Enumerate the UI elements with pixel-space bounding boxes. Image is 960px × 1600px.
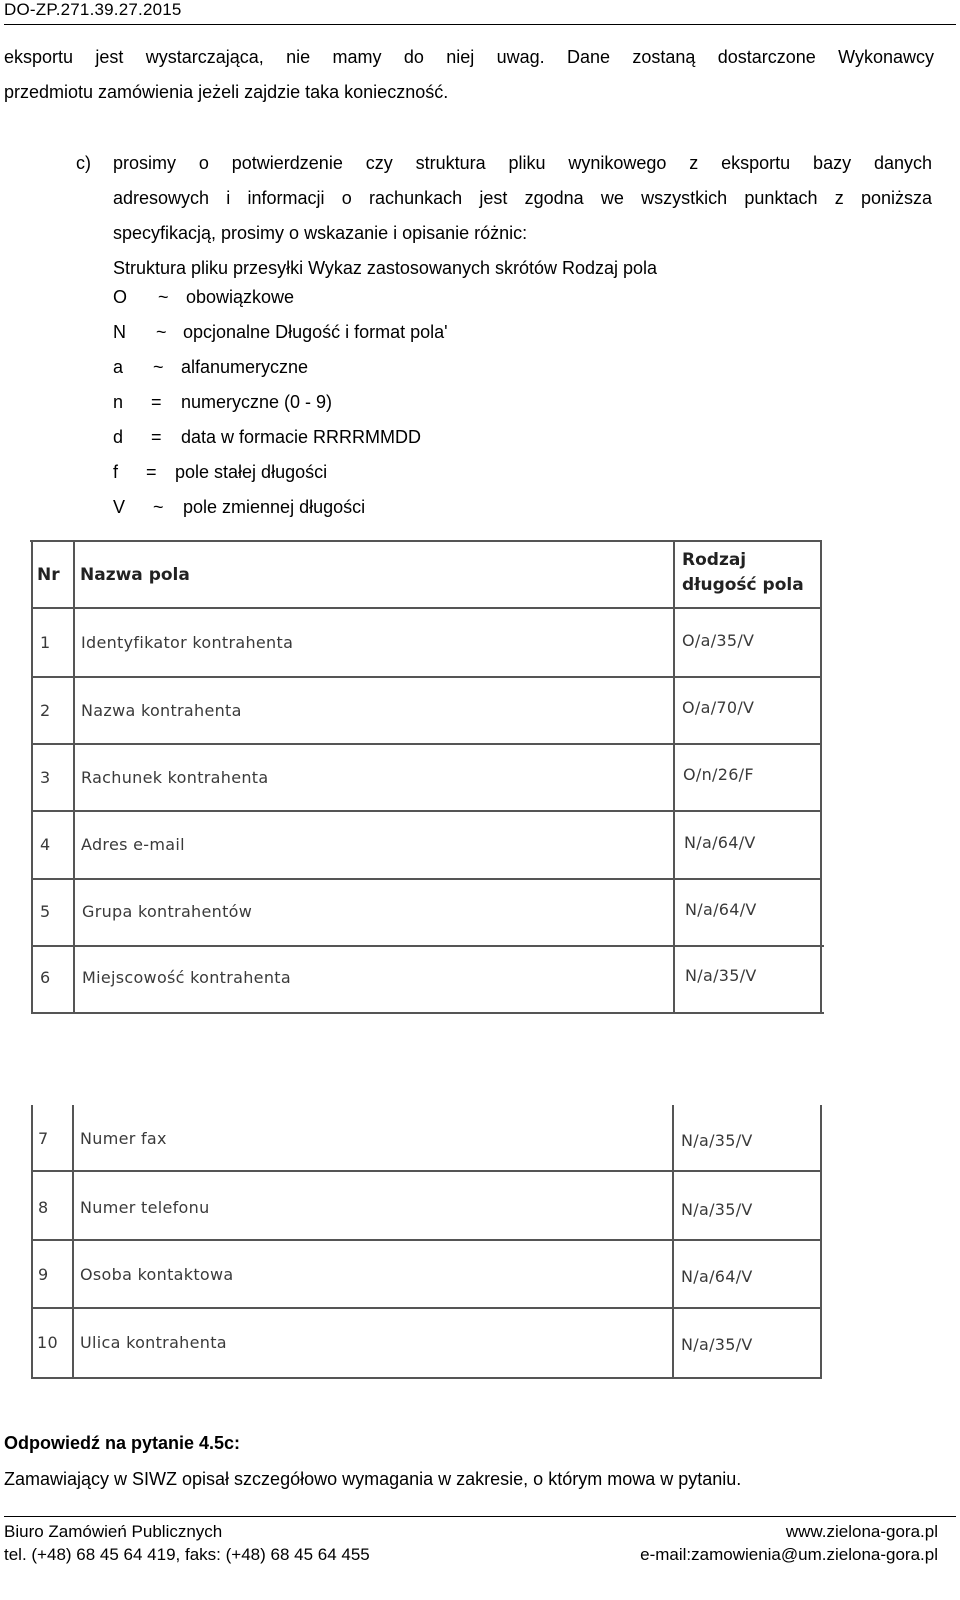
row-nr: 1 xyxy=(40,633,51,652)
row-field-type: N/a/64/V xyxy=(685,900,757,919)
question-c-line-3: specyfikacją, prosimy o wskazanie i opisanie różnic: xyxy=(113,223,528,243)
row-field-type: N/a/35/V xyxy=(681,1131,753,1150)
table-border xyxy=(673,540,675,1014)
row-field-name: Adres e-mail xyxy=(81,835,185,854)
legend-description: obowiązkowe xyxy=(186,287,295,307)
legend-description: alfanumeryczne xyxy=(181,357,309,377)
header-type-line-2: długość pola xyxy=(682,575,804,595)
footer-phone: tel. (+48) 68 45 64 419, faks: (+48) 68 45 64 455 xyxy=(4,1545,370,1564)
table-border xyxy=(30,540,822,542)
row-nr: 7 xyxy=(38,1129,49,1148)
legend-symbol: O xyxy=(113,287,128,307)
table-border xyxy=(73,540,75,1014)
field-table-part-1 xyxy=(0,540,960,1020)
row-field-type: N/a/64/V xyxy=(681,1267,753,1286)
row-field-type: O/a/35/V xyxy=(682,631,755,650)
table-border xyxy=(72,1105,74,1379)
row-nr: 3 xyxy=(40,768,51,787)
table-border xyxy=(32,743,822,745)
table-border xyxy=(31,1105,33,1379)
table-border xyxy=(32,878,822,880)
row-field-name: Ulica kontrahenta xyxy=(80,1333,227,1352)
intro-paragraph xyxy=(4,40,934,110)
legend-symbol: a xyxy=(113,357,124,377)
row-field-type: N/a/64/V xyxy=(684,833,756,852)
table-border xyxy=(32,1307,822,1309)
footer-website-link[interactable]: www.zielona-gora.pl xyxy=(785,1522,938,1541)
legend-symbol: d xyxy=(113,427,124,447)
table-border xyxy=(32,676,822,678)
legend-description: pole stałej długości xyxy=(175,462,328,482)
table-border xyxy=(820,1105,822,1379)
row-field-name: Nazwa kontrahenta xyxy=(81,701,242,720)
intro-line-1: eksportu jest wystarczająca, nie mamy do niej uwag. Dane zostaną dostarczone Wykonawcy xyxy=(4,47,934,67)
row-nr: 10 xyxy=(37,1333,58,1352)
row-nr: 5 xyxy=(40,902,51,921)
legend-separator: = xyxy=(151,392,162,412)
footer-email-link[interactable]: e-mail:zamowienia@um.zielona-gora.pl xyxy=(640,1545,938,1564)
row-field-type: N/a/35/V xyxy=(681,1335,753,1354)
legend-separator: ~ xyxy=(153,357,164,377)
field-table-part-2 xyxy=(0,1105,960,1395)
table-border xyxy=(32,1012,824,1014)
header-nr: Nr xyxy=(37,565,60,585)
table-border xyxy=(32,607,822,609)
table-border xyxy=(820,540,822,1014)
legend-symbol: N xyxy=(113,322,126,342)
row-nr: 8 xyxy=(38,1198,49,1217)
row-field-name: Numer fax xyxy=(80,1129,167,1148)
table-border xyxy=(32,1239,822,1241)
row-field-name: Rachunek kontrahenta xyxy=(81,768,269,787)
row-nr: 6 xyxy=(40,968,51,987)
document-reference: DO-ZP.271.39.27.2015 xyxy=(4,0,182,19)
row-nr: 2 xyxy=(40,701,51,720)
legend-description: data w formacie RRRRMMDD xyxy=(181,427,422,447)
question-c-line-2: adresowych i informacji o rachunkach jest zgodna we wszystkich punktach z poniższa xyxy=(113,188,932,208)
row-nr: 9 xyxy=(38,1265,49,1284)
row-field-name: Grupa kontrahentów xyxy=(82,902,253,921)
question-c-line-4: Struktura pliku przesyłki Wykaz zastosowanych skrótów Rodzaj pola xyxy=(113,258,658,278)
legend-separator: = xyxy=(146,462,157,482)
legend-separator: ~ xyxy=(158,287,169,307)
legend-description: opcjonalne Długość i format pola' xyxy=(183,322,448,342)
legend-separator: ~ xyxy=(153,497,164,517)
row-nr: 4 xyxy=(40,835,51,854)
legend-description: numeryczne (0 - 9) xyxy=(181,392,333,412)
question-c-line-1: prosimy o potwierdzenie czy struktura pliku wynikowego z eksportu bazy danych xyxy=(113,153,932,173)
legend-symbol: n xyxy=(113,392,124,412)
legend-separator: = xyxy=(151,427,162,447)
row-field-name: Miejscowość kontrahenta xyxy=(82,968,291,987)
answer-text: Zamawiający w SIWZ opisał szczegółowo wymagania w zakresie, o którym mowa w pytaniu. xyxy=(4,1469,742,1489)
table-border xyxy=(672,1105,674,1379)
row-field-name: Osoba kontaktowa xyxy=(80,1265,234,1284)
table-border xyxy=(32,1170,822,1172)
header-field-name: Nazwa pola xyxy=(80,565,190,585)
table-border xyxy=(32,810,822,812)
row-field-name: Numer telefonu xyxy=(80,1198,210,1217)
legend-symbol: f xyxy=(113,462,119,482)
question-c-marker: c) xyxy=(76,153,91,173)
row-field-type: O/n/26/F xyxy=(683,765,754,784)
legend-separator: ~ xyxy=(156,322,167,342)
header-type-line-1: Rodzaj xyxy=(682,550,747,570)
legend-symbol: V xyxy=(113,497,126,517)
question-c xyxy=(76,146,932,286)
intro-line-2: przedmiotu zamówienia jeżeli zajdzie taka konieczność. xyxy=(4,82,449,102)
answer-title: Odpowiedź na pytanie 4.5c: xyxy=(4,1433,241,1453)
row-field-name: Identyfikator kontrahenta xyxy=(81,633,294,652)
row-field-type: O/a/70/V xyxy=(682,698,755,717)
footer-organization: Biuro Zamówień Publicznych xyxy=(4,1522,223,1541)
table-border xyxy=(32,945,824,947)
table-border xyxy=(32,1377,822,1379)
table-border xyxy=(31,540,33,1014)
footer-divider xyxy=(4,1516,956,1517)
legend-description: pole zmiennej długości xyxy=(183,497,366,517)
header-divider xyxy=(4,24,956,25)
row-field-type: N/a/35/V xyxy=(685,966,757,985)
row-field-type: N/a/35/V xyxy=(681,1200,753,1219)
